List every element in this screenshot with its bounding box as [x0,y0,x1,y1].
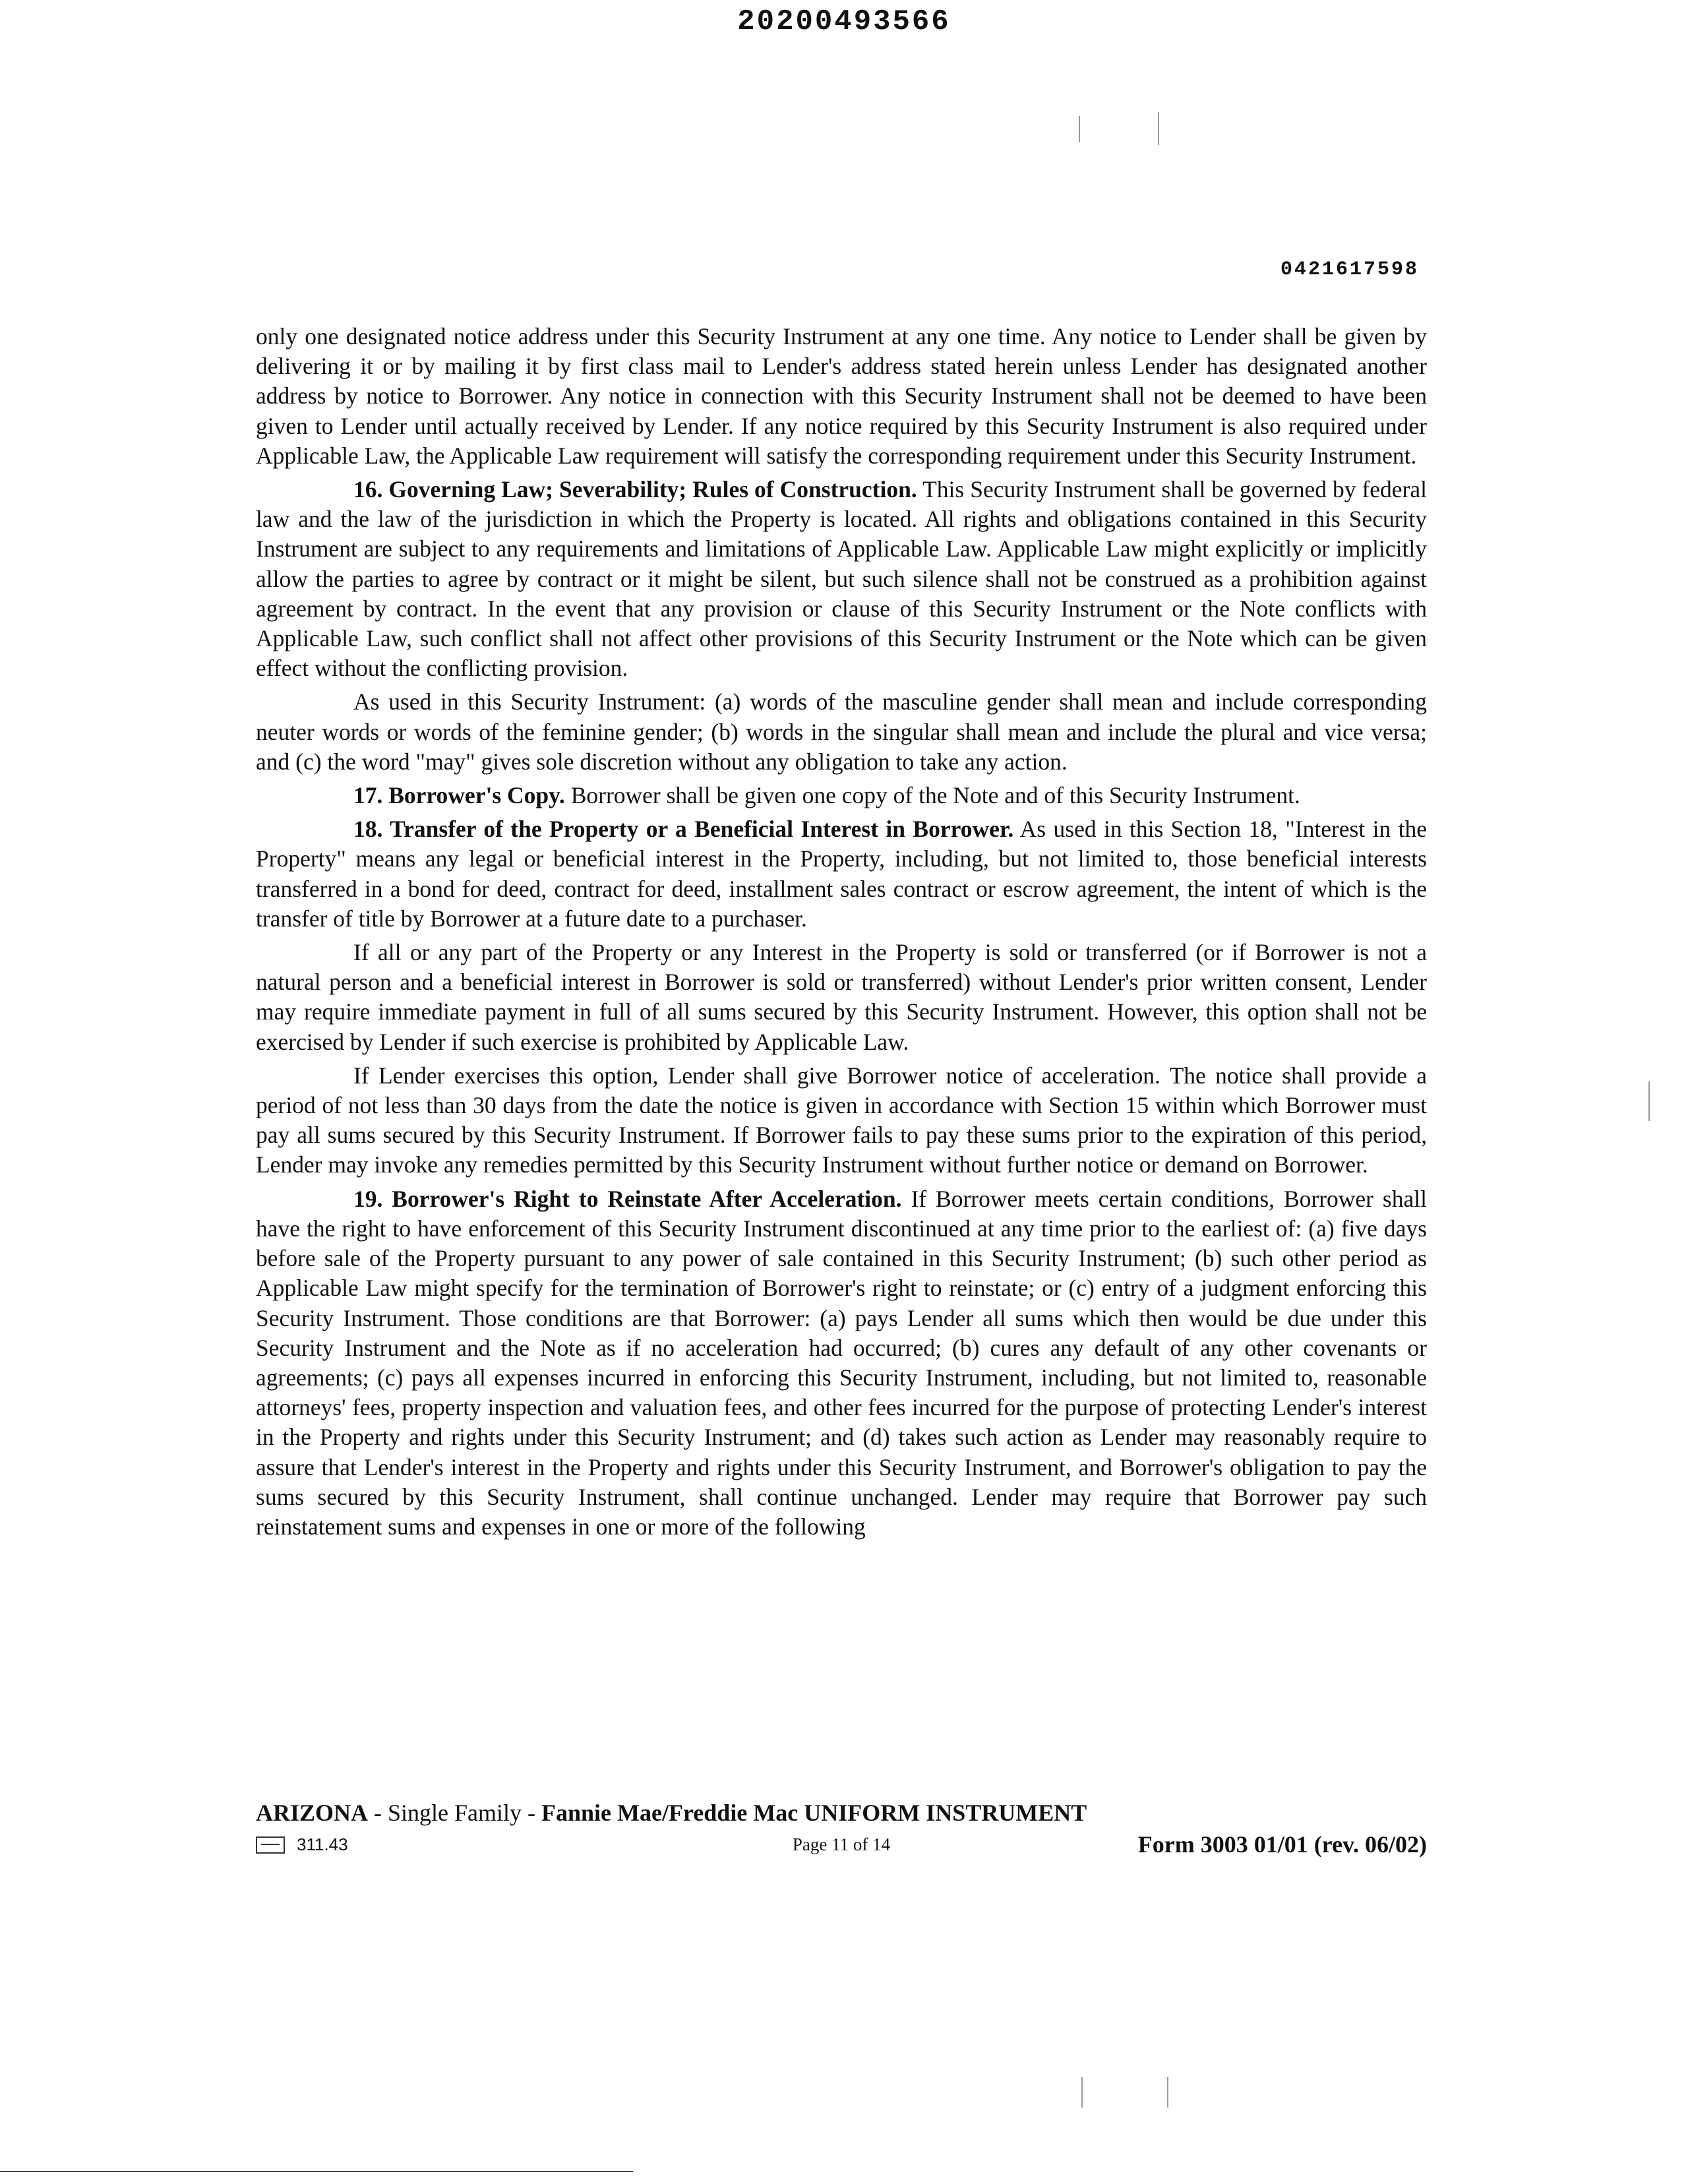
section-16 [256,475,1427,683]
section-17 [256,781,1427,810]
footer-instrument-title [256,1799,1087,1827]
form-code-text: 311.43 [297,1835,348,1854]
section-19-title: 19. Borrower's Right to Reinstate After Acceleration. [353,1185,902,1212]
loan-number: 0421617598 [1280,258,1419,281]
page-indicator: Page 11 of 14 [792,1835,891,1854]
section-17-title: 17. Borrower's Copy. [353,782,565,809]
scan-artifact [1079,116,1080,142]
scan-artifact [1167,2077,1168,2108]
form-number: Form 3003 01/01 (rev. 06/02) [1137,1831,1427,1858]
recording-number: 20200493566 [737,5,951,38]
scan-artifact [1158,112,1159,145]
section-18-paragraph-3: If Lender exercises this option, Lender shall give Borrower notice of acceleration. The notice shall provide a period of not less than 30 days from the date the notice is given in accordance with Section 15 within which Borrower must pay all sums secured by this Security Instrument. If Borrower fails to pay these sums prior to the expiration of this period, Lender may invoke any remedies permitted by this Security Instrument without further notice or demand on Borrower. [256,1062,1427,1178]
footer-row [256,1831,1427,1862]
section-18-text: As used in this Section 18, "Interest in the Property" means any legal or beneficial interest in the Property, including, but not limited to, those beneficial interests transferred in a bond for deed, contract for deed, installment sales contract or escrow agreement, the intent of which is the transfer of title by Borrower at a future date to a purchaser. [256,816,1427,932]
section-18-title: 18. Transfer of the Property or a Beneficial Interest in Borrower. [353,816,1014,843]
section-16-title: 16. Governing Law; Severability; Rules of Construction. [353,476,917,503]
section-19-text: If Borrower meets certain conditions, Borrower shall have the right to have enforcement of this Security Instrument discontinued at any time prior to the earliest of: (a) five days before sale of the Property pursuant to any power of sale contained in this Security Instrument; (b) such other period as Applicable Law might specify for the termination of Borrower's right to reinstate; or (c) entry of a judgment enforcing this Security Instrument. Those conditions are that Borrower: (a) pays Lender all sums which then would be due under this Security Instrument and the Note as if no acceleration had occurred; (b) cures any default of any other covenants or agreements; (c) pays all expenses incurred in enforcing this Security Instrument, including, but not limited to, reasonable attorneys' fees, property inspection and valuation fees, and other fees incurred for the purpose of protecting Lender's interest in the Property and rights under this Security Instrument; and (d) takes such action as Lender may reasonably require to assure that Lender's interest in the Property and rights under this Security Instrument, and Borrower's obligation to pay the sums secured by this Security Instrument, shall continue unchanged. Lender may require that Borrower pay such reinstatement sums and expenses in one or more of the following [256,1185,1427,1540]
section-18 [256,814,1427,934]
footer-separator: - Single Family - [368,1800,542,1826]
footer-state: ARIZONA [256,1800,369,1826]
scan-artifact [1081,2077,1083,2108]
footer-instrument: Fannie Mae/Freddie Mac UNIFORM INSTRUMENT [541,1800,1087,1826]
section-18-paragraph-2: If all or any part of the Property or any Interest in the Property is sold or transferred (or if Borrower is not a natural person and a beneficial interest in Borrower is sold or transferred) without Lender's prior written consent, Lender may require immediate payment in full of all sums secured by this Security Instrument. However, this option shall not be exercised by Lender if such exercise is prohibited by Applicable Law. [256,939,1427,1055]
document-body [256,322,1427,1542]
bottom-scan-rule [0,2171,633,2172]
section-19 [256,1184,1427,1542]
section-16-text: This Security Instrument shall be governed by federal law and the law of the jurisdiction in which the Property is located. All rights and obligations contained in this Security Instrument are subject to any requirements and limitations of Applicable Law. Applicable Law might explicitly or implicitly allow the parties to agree by contract or it might be silent, but such silence shall not be construed as a prohibition against agreement by contract. In the event that any provision or clause of this Security Instrument or the Note conflicts with Applicable Law, such conflict shall not affect other provisions of this Security Instrument or the Note which can be given effect without the conflicting provision. [256,476,1427,682]
paragraph-notice-continuation: only one designated notice address under this Security Instrument at any one time. Any notice to Lender shall be given by delivering it or by mailing it by first class mail to Lender's address stated herein unless Lender has designated another address by notice to Borrower. Any notice in connection with this Security Instrument shall not be deemed to have been given to Lender until actually received by Lender. If any notice required by this Security Instrument is also required under Applicable Law, the Applicable Law requirement will satisfy the corresponding requirement under this Security Instrument. [256,323,1427,469]
section-16-paragraph-2: As used in this Security Instrument: (a) words of the masculine gender shall mean and include corresponding neuter words or words of the feminine gender; (b) words in the singular shall mean and include the plural and vice versa; and (c) the word "may" gives sole discretion without any obligation to take any action. [256,688,1427,775]
scan-artifact [1648,1081,1650,1121]
section-17-text: Borrower shall be given one copy of the Note and of this Security Instrument. [564,782,1300,809]
